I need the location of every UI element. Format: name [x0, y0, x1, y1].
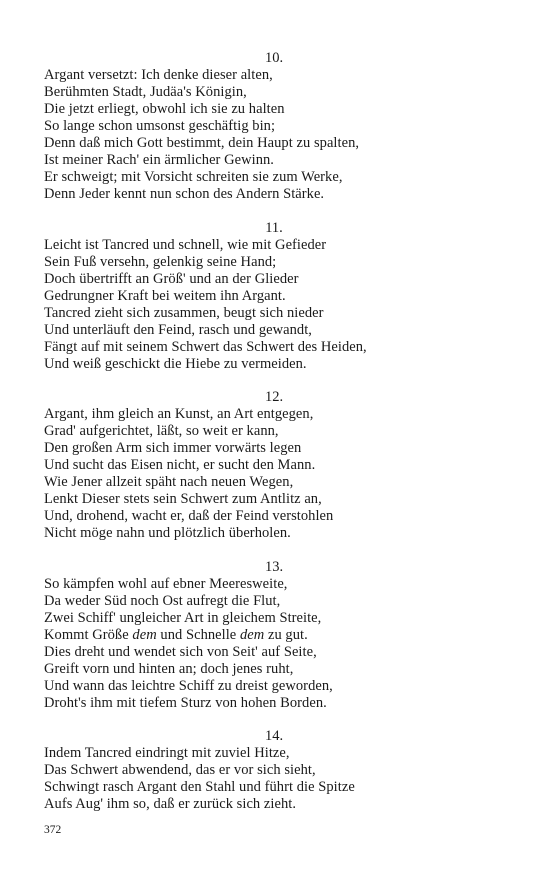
verse-line: Er schweigt; mit Vorsicht schreiten sie zum Werke, [44, 169, 343, 185]
page-content [44, 50, 504, 830]
verse-line: Droht's ihm mit tiefem Sturz von hohen Borden. [44, 694, 327, 711]
stanza-number: 11. [265, 219, 283, 236]
stanza [44, 50, 504, 203]
verse-line: Und unterläuft den Feind, rasch und gewandt, [44, 321, 312, 338]
verse-fragment: und Schnelle [156, 626, 240, 643]
verse-line: Argant versetzt: Ich denke dieser alten, [44, 67, 273, 83]
stanza-number: 12. [264, 389, 284, 405]
verse-line: Und sucht das Eisen nicht, er sucht den Mann. [44, 457, 316, 473]
verse-line: Und wann das leichtre Schiff zu dreist geworden, [44, 677, 333, 694]
stanza [44, 220, 504, 373]
stanza-number: 14. [264, 728, 284, 744]
stanza [44, 389, 504, 542]
verse-fragment: zu gut. [264, 626, 308, 643]
verse-line: Argant, ihm gleich an Kunst, an Art entgegen, [44, 406, 314, 422]
emphasized-word: dem [239, 626, 265, 643]
verse-line: Und, drohend, wacht er, daß der Feind verstohlen [44, 508, 334, 524]
verse-line: Leicht ist Tancred und schnell, wie mit Gefieder [44, 236, 327, 253]
verse-line: Den großen Arm sich immer vorwärts legen [44, 440, 302, 456]
verse-line: Ist meiner Rach' ein ärmlicher Gewinn. [44, 152, 274, 168]
verse-line: Lenkt Dieser stets sein Schwert zum Antlitz an, [44, 491, 322, 507]
verse-line: Grad' aufgerichtet, läßt, so weit er kann, [44, 423, 279, 439]
verse-line: Greift vorn und hinten an; doch jenes ruht, [44, 660, 294, 677]
verse-line: So kämpfen wohl auf ebner Meeresweite, [44, 575, 288, 592]
verse-line: Gedrungner Kraft bei weitem ihn Argant. [44, 287, 286, 304]
verse-line: Fängt auf mit seinem Schwert das Schwert des Heiden, [44, 338, 367, 355]
stanza-number: 13. [264, 558, 284, 575]
verse-line: Aufs Aug' ihm so, daß er zurück sich zieht. [44, 796, 297, 812]
stanza [44, 559, 504, 712]
emphasized-word: dem [132, 626, 157, 643]
verse-line: Doch übertrifft an Größ' und an der Glieder [44, 270, 299, 287]
verse-line: Indem Tancred eindringt mit zuviel Hitze, [44, 745, 290, 761]
verse-line: Da weder Süd noch Ost aufregt die Flut, [44, 592, 281, 609]
verse-line: Denn Jeder kennt nun schon des Andern Stärke. [44, 186, 325, 202]
verse-line: Tancred zieht sich zusammen, beugt sich nieder [44, 304, 324, 321]
verse-line: Denn daß mich Gott bestimmt, dein Haupt zu spalten, [44, 135, 360, 151]
verse-line: Nicht möge nahn und plötzlich überholen. [44, 525, 291, 541]
verse-fragment: Kommt Größe [44, 626, 133, 643]
verse-line: Und weiß geschickt die Hiebe zu vermeiden. [44, 355, 307, 372]
page-number: 372 [44, 824, 62, 836]
verse-line: Wie Jener allzeit späht nach neuen Wegen, [44, 474, 294, 490]
verse-line [44, 627, 504, 644]
verse-line: Zwei Schiff' ungleicher Art in gleichem Streite, [44, 609, 322, 626]
verse-line: So lange schon umsonst geschäftig bin; [44, 118, 276, 134]
verse-line: Berühmten Stadt, Judäa's Königin, [44, 84, 247, 100]
verse-line: Das Schwert abwendend, das er vor sich sieht, [44, 762, 316, 778]
verse-line: Schwingt rasch Argant den Stahl und führt die Spitze [44, 779, 355, 795]
stanza-number: 10. [264, 50, 284, 66]
stanza [44, 728, 504, 813]
verse-line: Dies dreht und wendet sich von Seit' auf Seite, [44, 643, 317, 660]
verse-line: Die jetzt erliegt, obwohl ich sie zu halten [44, 101, 285, 117]
verse-line: Sein Fuß versehn, gelenkig seine Hand; [44, 253, 277, 270]
